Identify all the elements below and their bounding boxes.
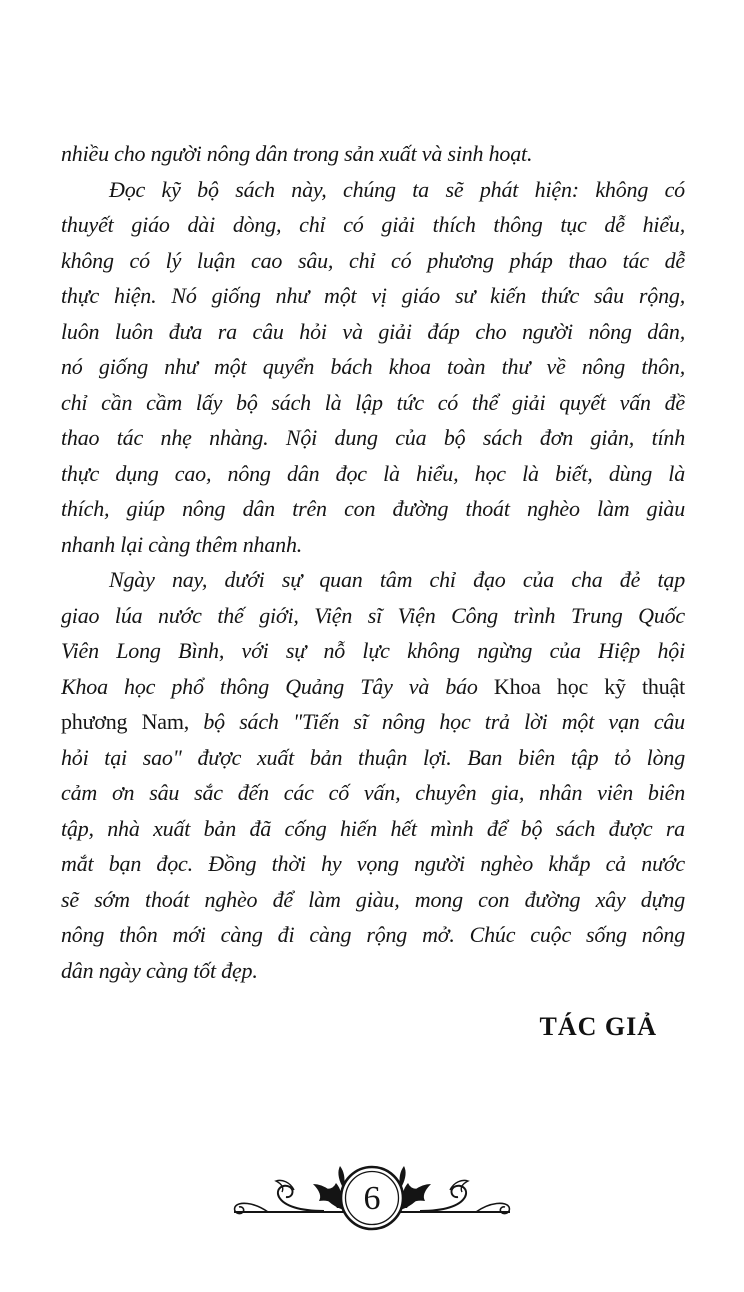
text-line [61,420,685,456]
page-number-ornament [224,1146,520,1258]
text-line [61,527,685,563]
text-line [61,385,685,421]
page-number: 6 [363,1180,381,1217]
text-line [61,598,685,634]
italic-text-segment: Viên Long Bình, với sự nỗ lực không ngừng của Hiệp hội [61,638,685,663]
text-line [61,243,685,279]
italic-text-segment: giao lúa nước thế giới, Viện sĩ Viện Công trình Trung Quốc [61,602,685,628]
italic-text-segment: luôn luôn đưa ra câu hỏi và giải đáp cho người nông dân, [61,318,685,344]
ornament-flourish-right [399,1166,509,1214]
italic-text-segment: thích, giúp nông dân trên con đường thoát nghèo làm giàu [61,496,685,521]
italic-text-segment: nó giống như một quyển bách khoa toàn thư về nông thôn, [61,354,685,379]
upright-text-segment: Khoa học kỹ thuật [493,673,685,699]
italic-text-segment: thực dụng cao, nông dân đọc là hiểu, học là biết, dùng là [61,460,685,486]
text-line [61,740,685,776]
text-line [61,562,685,598]
italic-text-segment: nông thôn mới càng đi càng rộng mở. Chúc cuộc sống nông [61,922,685,947]
upright-text-segment: phương Nam, [61,709,204,734]
paragraph [61,562,685,988]
ornament-flourish-left [235,1166,345,1214]
text-line [61,136,685,172]
italic-text-segment: thực hiện. Nó giống như một vị giáo sư kiến thức sâu rộng, [61,283,685,308]
italic-text-segment: không có lý luận cao sâu, chỉ có phương pháp thao tác dễ [61,247,685,273]
paragraph [61,136,685,172]
italic-text-segment: mắt bạn đọc. Đồng thời hy vọng người nghèo khắp cả nước [61,851,685,876]
italic-text-segment: Ngày nay, dưới sự quan tâm chỉ đạo của cha đẻ tạp [109,567,685,592]
text-line [61,882,685,918]
italic-text-segment: chỉ cần cầm lấy bộ sách là lập tức có thể giải quyết vấn đề [61,389,685,415]
text-line [61,633,685,669]
text-line [61,669,685,705]
italic-text-segment: nhanh lại càng thêm nhanh. [61,531,303,557]
italic-text-segment: dân ngày càng tốt đẹp. [61,957,258,983]
text-line [61,491,685,527]
italic-text-segment: sẽ sớm thoát nghèo để làm giàu, mong con đường xây dựng [61,886,685,912]
author-signature: TÁC GIẢ [539,1012,657,1041]
text-line [61,846,685,882]
text-line [61,278,685,314]
text-line [61,456,685,492]
text-line [61,775,685,811]
italic-text-segment: tập, nhà xuất bản đã cống hiến hết mình để bộ sách được ra [61,815,685,841]
italic-text-segment: nhiều cho người nông dân trong sản xuất và sinh hoạt. [61,141,533,166]
text-line [61,172,685,208]
italic-text-segment: cảm ơn sâu sắc đến các cố vấn, chuyên gia, nhân viên biên [61,780,685,805]
paragraph [61,172,685,563]
text-line [61,811,685,847]
italic-text-segment: thao tác nhẹ nhàng. Nội dung của bộ sách đơn giản, tính [61,425,685,450]
text-line [61,349,685,385]
text-block [61,136,685,988]
text-line [61,207,685,243]
text-line [61,314,685,350]
italic-text-segment: thuyết giáo dài dòng, chỉ có giải thích thông tục dễ hiểu, [61,212,685,237]
italic-text-segment: hỏi tại sao" được xuất bản thuận lợi. Ban biên tập tỏ lòng [61,744,685,770]
text-line [61,953,685,989]
italic-text-segment: bộ sách "Tiến sĩ nông học trả lời một vạn câu [203,709,685,734]
italic-text-segment: Khoa học phổ thông Quảng Tây và báo [61,673,494,699]
text-line [61,917,685,953]
text-line [61,704,685,740]
italic-text-segment: Đọc kỹ bộ sách này, chúng ta sẽ phát hiện: không có [109,176,685,202]
